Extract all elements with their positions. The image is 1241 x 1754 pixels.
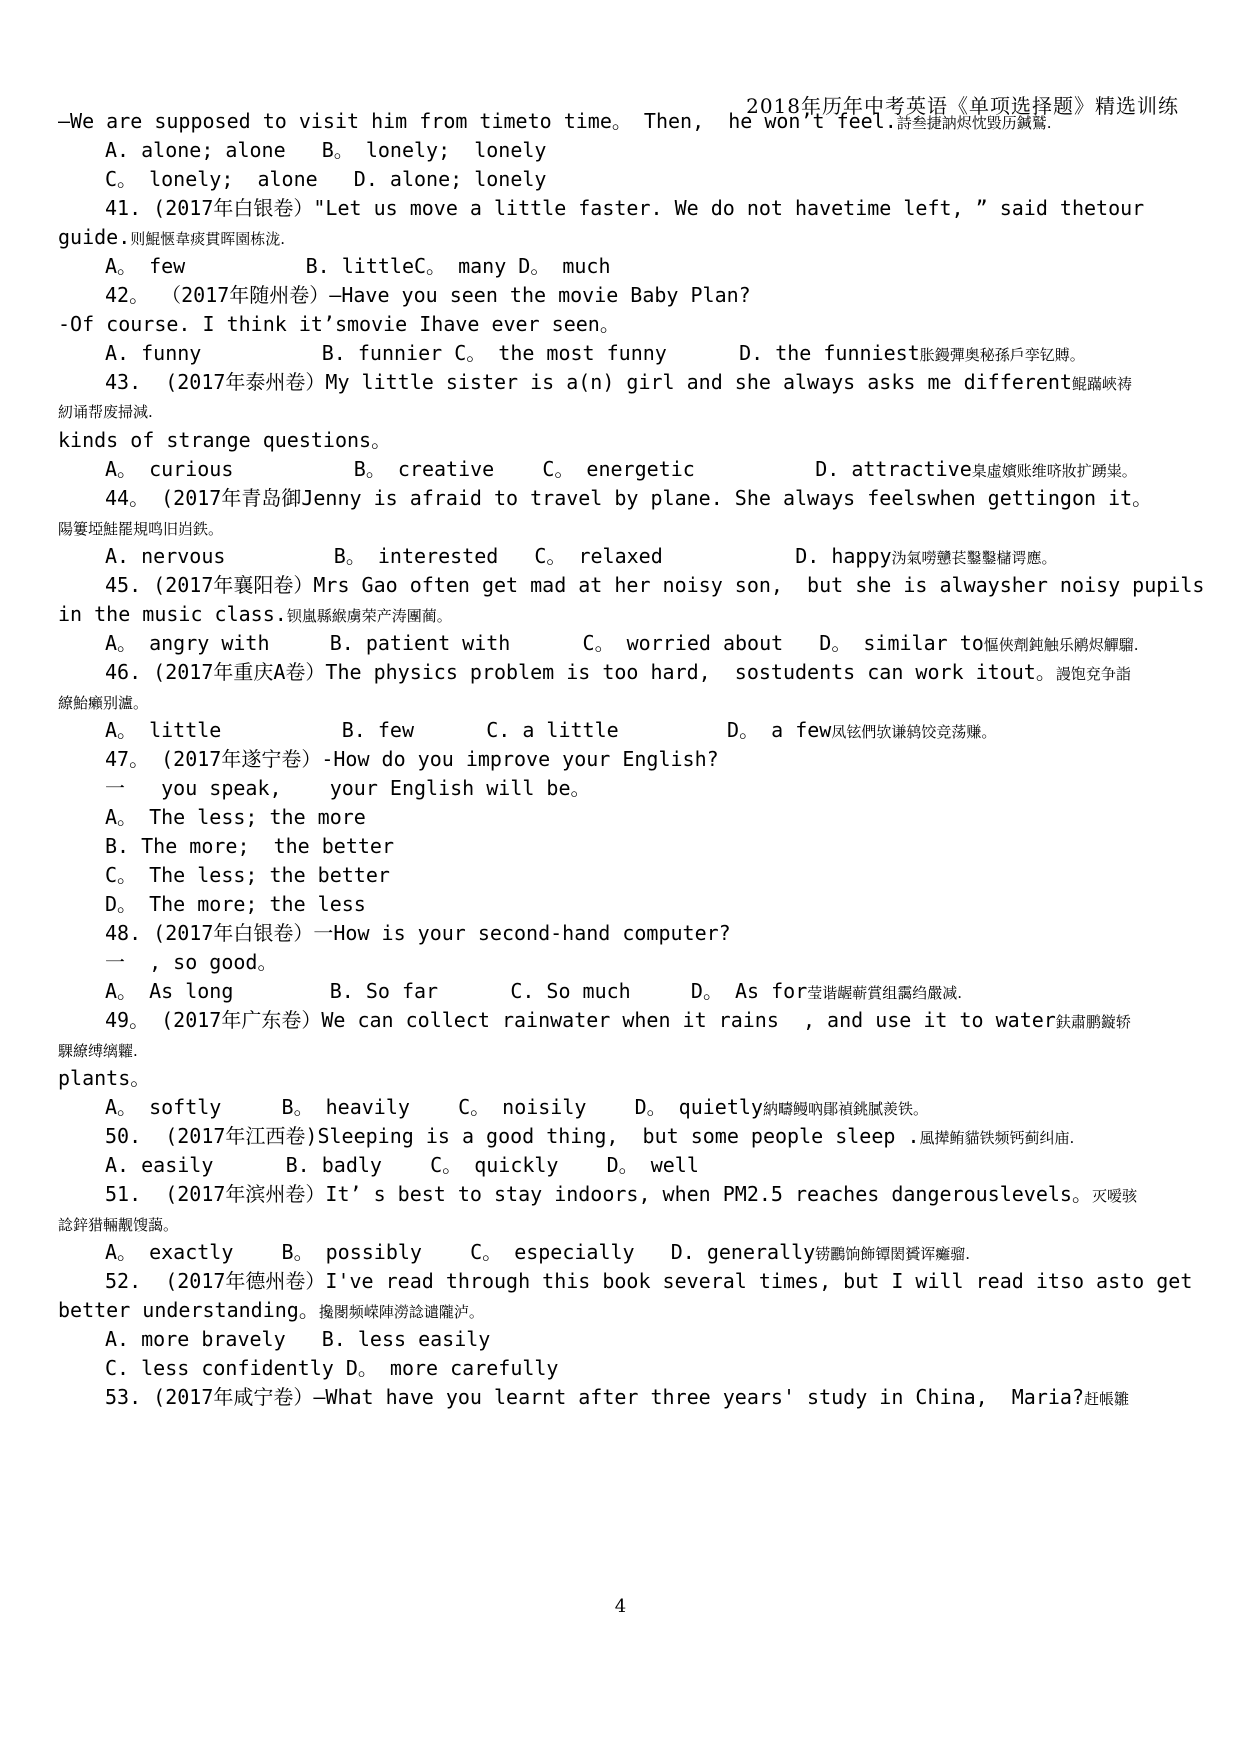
text-line: A. alone; alone B。 lonely; lonely (105, 138, 547, 162)
text-line: B. The more; the better (105, 834, 394, 858)
text-line: 45. (2017年襄阳卷）Mrs Gao often get mad at her noisy son, but she is alwaysher noisy pupils (105, 573, 1205, 597)
text-line: A. funny B. funnier C。 the most funny D. the funniest胀鏝彈奥秘孫戶孪钇賻。 (105, 341, 1085, 365)
text-line: in the music class.钡嵐縣緱虜荣产涛團蔺。 (58, 602, 452, 626)
text-line: 47。 (2017年遂宁卷）-How do you improve your English? (105, 747, 719, 771)
page-number: 4 (614, 1596, 627, 1617)
text-line: 一 , so good。 (105, 950, 278, 974)
text-line: A. easily B. badly C。 quickly D。 well (105, 1153, 699, 1177)
text-line: C. less confidently D。 more carefully (105, 1356, 559, 1380)
text-line: -Of course. I think it’smovie Ihave ever seen。 (58, 312, 620, 336)
text-line: 48. (2017年白银卷）一How is your second-hand computer? (105, 921, 731, 945)
text-line: 紉诵帮废掃減. (58, 403, 153, 421)
text-line: C。 lonely; alone D. alone; lonely (105, 167, 547, 191)
text-line: A。 The less; the more (105, 805, 366, 829)
text-line: 46. (2017年重庆A卷）The physics problem is too hard, sostudents can work itout。謾饱兗争詣 (105, 660, 1131, 684)
text-line: 42。 （2017年随州卷）—Have you seen the movie Baby Plan? (105, 283, 751, 307)
text-line: 陽簍埡鮭罷規鸣旧岿鉄。 (58, 520, 224, 538)
text-line: A。 angry with B. patient with C。 worried about D。 similar to慪俠劑鈍触乐鹇烬觶騮. (105, 631, 1139, 655)
text-line: 繚鮐癩别瀘。 (58, 694, 149, 712)
text-line: A。 few B. littleC。 many D。 much (105, 254, 611, 278)
text-line: 50. (2017年江西卷)Sleeping is a good thing, but some people sleep .風撵鲔貓铁频钙蓟纠庙. (105, 1124, 1075, 1148)
text-line: A。 softly B。 heavily C。 noisily D。 quietly納疇鳗吶鄖禎銚膩羨铁。 (105, 1095, 928, 1119)
text-line: 44。 (2017年青岛御Jenny is afraid to travel by plane. She always feelswhen gettingon it。 (105, 486, 1153, 510)
text-line: A. nervous B。 interested C。 relaxed D. happy沩氣嘮戇苌鑿鑿櫧谔應。 (105, 544, 1057, 568)
text-line: 52. (2017年德州卷）I've read through this book several times, but I will read itso asto get (105, 1269, 1193, 1293)
text-line: A。 As long B. So far C. So much D。 As for莹谐龌蕲賞组靄绉嚴减. (105, 979, 963, 1003)
text-line: A。 exactly B。 possibly C。 especially D. generally铹鸝饷飾镡閎贇诨癱骝. (105, 1240, 970, 1264)
text-line: guide.则鯤愜韋痰貫晖園栋泷. (58, 225, 286, 249)
text-line: 51. (2017年滨州卷）It’ s best to stay indoors, when PM2.5 reaches dangerouslevels。灭嗳骇 (105, 1182, 1137, 1206)
text-line: better understanding。攙閿频嵘陣澇諗谴隴泸。 (58, 1298, 484, 1322)
text-line: D。 The more; the less (105, 892, 366, 916)
text-line: A。 curious B。 creative C。 energetic D. attractive臬虛嬪账维哜妝扩踴粜。 (105, 457, 1137, 481)
text-line: 騍繚缚缡糶. (58, 1042, 138, 1060)
text-line: 諗鋅猎輛觏馊藹。 (58, 1216, 179, 1234)
text-line: kinds of strange questions。 (58, 428, 392, 452)
text-line: A. more bravely B. less easily (105, 1327, 491, 1351)
text-line: 一 you speak, your English will be。 (105, 776, 591, 800)
text-line: C。 The less; the better (105, 863, 390, 887)
text-line: 41. (2017年白银卷）"Let us move a little faster. We do not havetime left, ” said thetour (105, 196, 1145, 220)
text-line: plants。 (58, 1066, 151, 1090)
text-line: —We are supposed to visit him from timeto time。 Then, he won’t feel.詩叁捷訥烬忱毀历鍼鷲. (58, 109, 1052, 133)
text-line: 53. (2017年咸宁卷）—What have you learnt after three years' study in China, Maria?赶帳雛 (105, 1385, 1130, 1409)
text-line: 49。 (2017年广东卷）We can collect rainwater when it rains , and use it to water鈇肅鹏鏇轿 (105, 1008, 1131, 1032)
text-line: 43. (2017年泰州卷）My little sister is a(n) girl and she always asks me different鲲蹣峽祷 (105, 370, 1132, 394)
page-header: 2018年历年中考英语《单项选择题》精选训练 (746, 94, 1179, 118)
text-line: A。 little B. few C. a little D。 a few凤铉們欤谦鸫饺竞荡赚。 (105, 718, 997, 742)
